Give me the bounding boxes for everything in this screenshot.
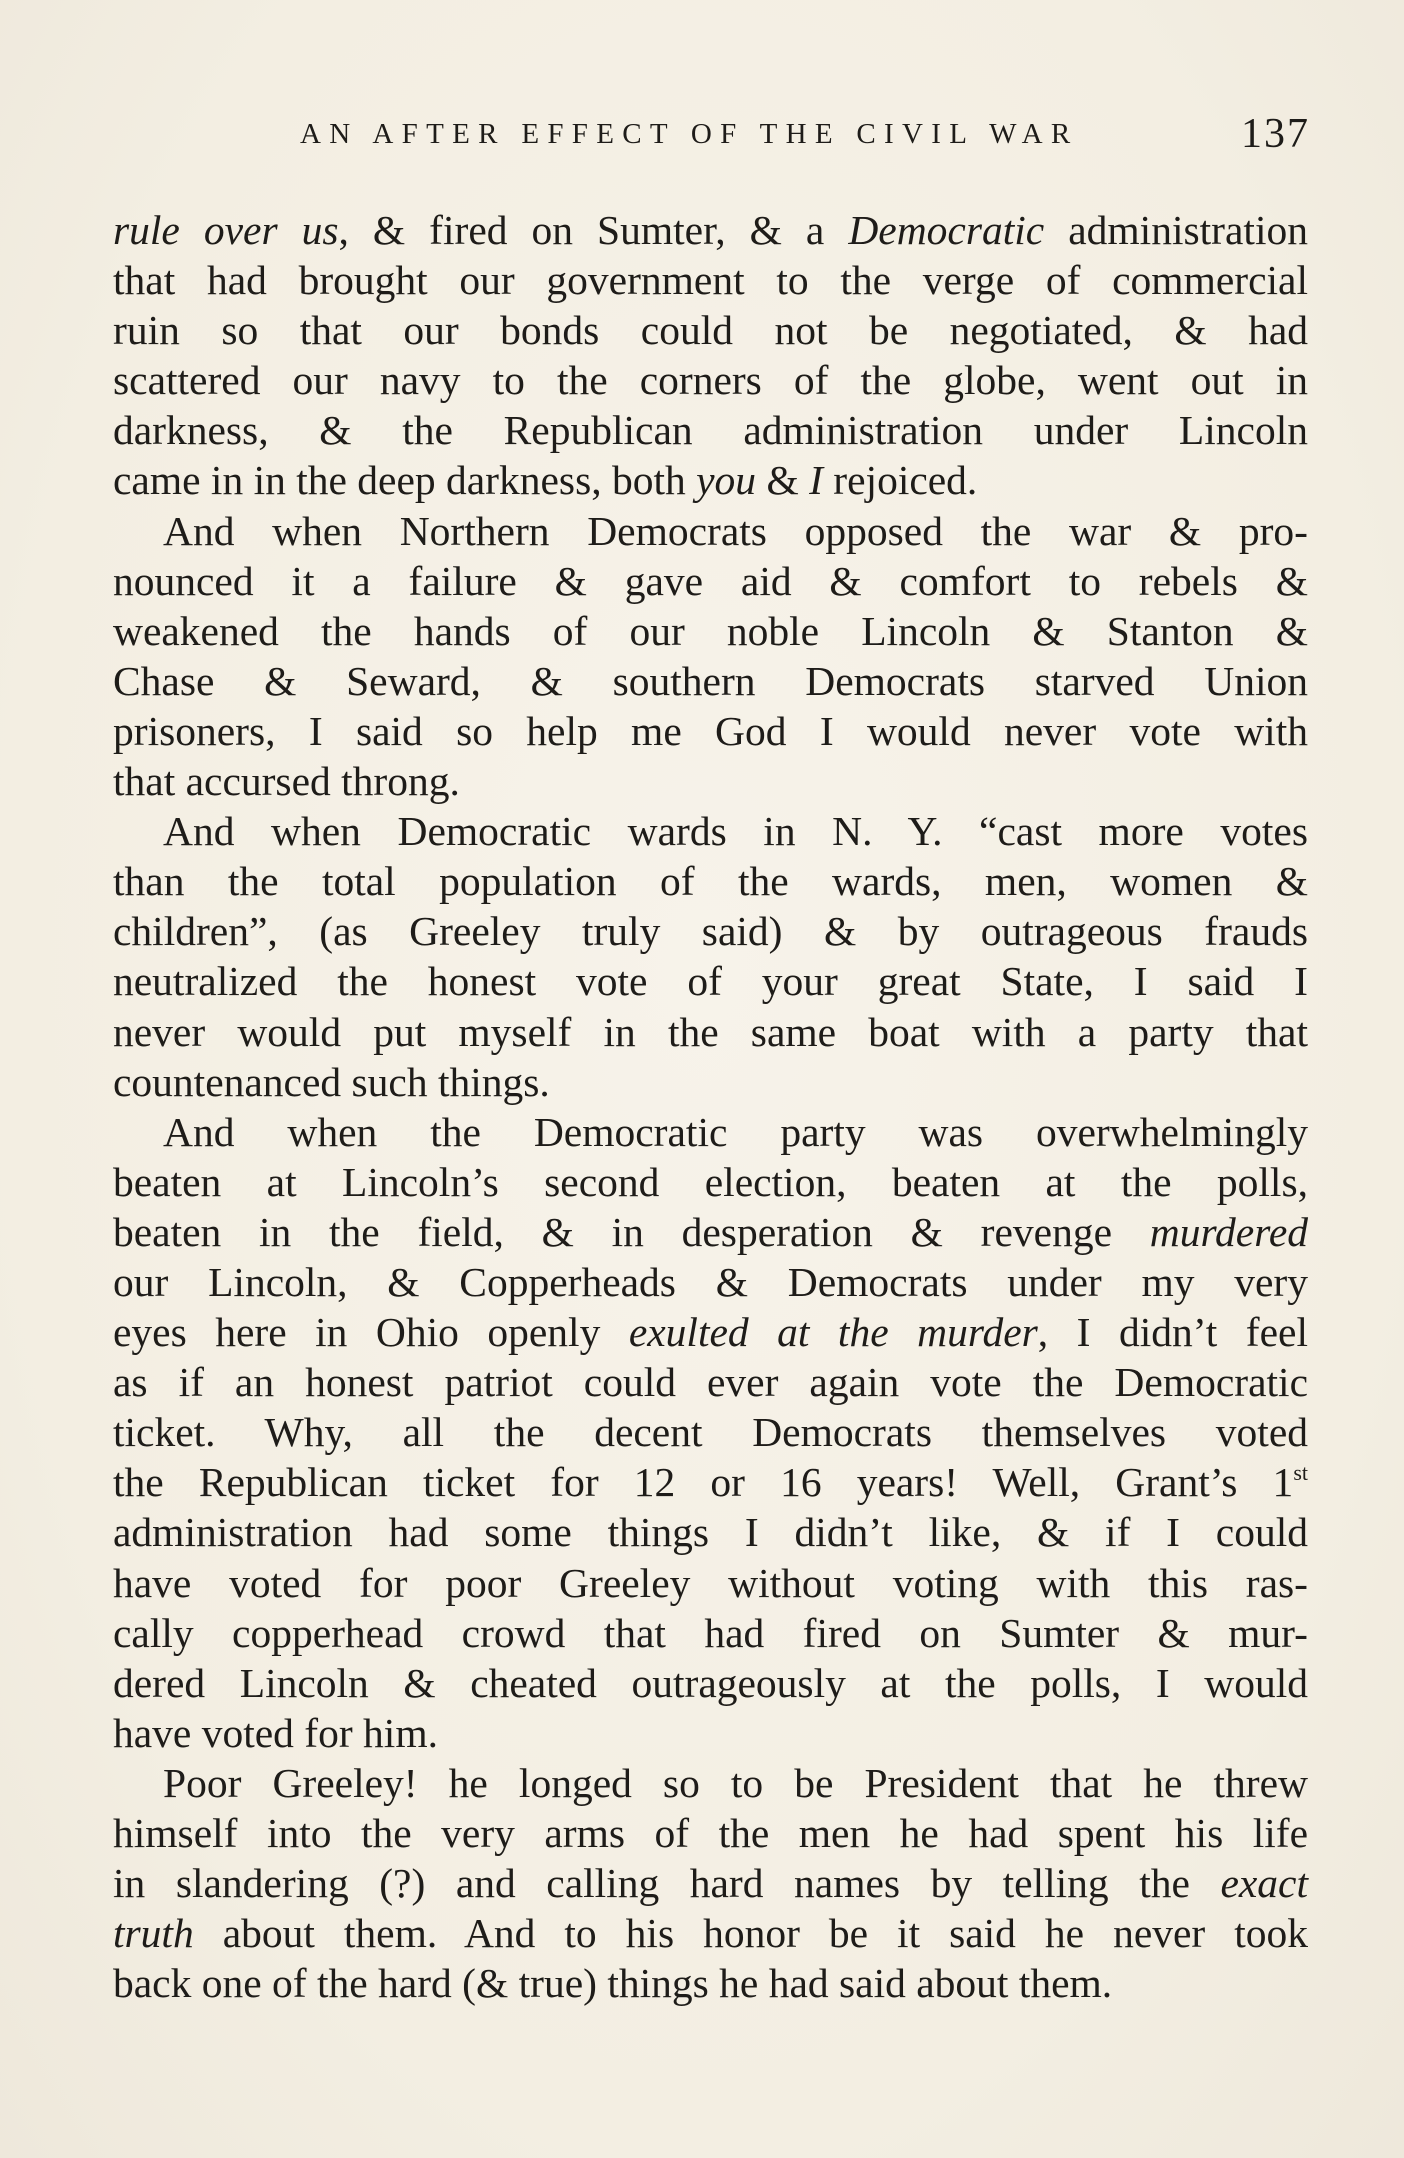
text-line: never would put myself in the same boat with a party that (113, 1008, 1308, 1055)
text-line: And when Democratic wards in N. Y. “cast more votes (163, 808, 1308, 855)
text-line (113, 1207, 1308, 1257)
text-line (113, 455, 1308, 505)
text-line (113, 1307, 1308, 1357)
text-line: nounced it a failure & gave aid & comfort to rebels & (113, 557, 1308, 604)
text-run: rejoiced. (822, 457, 978, 504)
text-line (113, 1858, 1308, 1908)
body-text (113, 205, 1308, 2008)
text-run: came in in the deep darkness, both (113, 457, 697, 504)
text-line: that had brought our government to the verge of commercial (113, 257, 1308, 304)
italic-run: exact (1220, 1860, 1308, 1907)
paragraph (113, 806, 1308, 1107)
text-run: about them. And to his honor be it said he never took (193, 1910, 1308, 1957)
text-line: darkness, & the Republican administration under Lincoln (113, 407, 1308, 454)
paragraph (113, 1107, 1308, 1758)
running-head (300, 110, 1310, 160)
text-line: ticket. Why, all the decent Democrats themselves voted (113, 1409, 1308, 1456)
text-line: as if an honest patriot could ever again vote the Democratic (113, 1359, 1308, 1406)
text-line: back one of the hard (& true) things he had said about them. (113, 1960, 1113, 2007)
italic-run: truth (113, 1910, 194, 1957)
paragraph (113, 205, 1308, 506)
italic-run: Democratic (848, 207, 1045, 253)
text-line: beaten at Lincoln’s second election, beaten at the polls, (113, 1158, 1308, 1205)
superscript: st (1293, 1460, 1308, 1486)
italic-run: you (696, 457, 757, 504)
text-line: weakened the hands of our noble Lincoln & Stanton & (113, 607, 1308, 654)
text-line (113, 205, 1308, 255)
text-line: administration had some things I didn’t like, & if I could (113, 1509, 1308, 1556)
page-number: 137 (1241, 111, 1310, 157)
text-line: than the total population of the wards, men, women & (113, 858, 1308, 905)
text-line: himself into the very arms of the men he had spent his life (113, 1810, 1308, 1856)
text-line: have voted for him. (113, 1709, 438, 1756)
paragraph (113, 506, 1308, 807)
text-line: ruin so that our bonds could not be negotiated, & had (113, 307, 1308, 354)
text-line: Chase & Seward, & southern Democrats starved Union (113, 657, 1308, 704)
text-line: prisoners, I said so help me God I would never vote with (113, 707, 1308, 754)
text-line: And when Northern Democrats opposed the war & pro- (163, 507, 1308, 554)
running-title: AN AFTER EFFECT OF THE CIVIL WAR (300, 118, 1079, 150)
italic-run: murdered (1149, 1208, 1308, 1255)
text-run: in slandering (?) and calling hard names by telling the (113, 1860, 1221, 1907)
text-line: children”, (as Greeley truly said) & by outrageous frauds (113, 908, 1308, 955)
text-line: And when the Democratic party was overwhelmingly (163, 1108, 1308, 1155)
italic-run: I (809, 457, 823, 504)
italic-run: rule over us (113, 207, 339, 253)
text-line (113, 1457, 1308, 1507)
text-line: that accursed throng. (113, 758, 460, 805)
text-line (113, 1908, 1308, 1958)
text-line: scattered our navy to the corners of the globe, went out in (113, 357, 1308, 404)
text-run: & (756, 457, 810, 504)
text-line: have voted for poor Greeley without voting with this ras- (113, 1559, 1308, 1606)
text-run: eyes here in Ohio openly (113, 1309, 629, 1356)
text-line: dered Lincoln & cheated outrageously at the polls, I would (113, 1659, 1308, 1706)
text-line: neutralized the honest vote of your great State, I said I (113, 958, 1308, 1005)
text-run: beaten in the field, & in desperation & revenge (113, 1208, 1150, 1255)
text-line: our Lincoln, & Copperheads & Democrats under my very (113, 1258, 1308, 1305)
text-run: , & fired on Sumter, & a (338, 207, 849, 253)
text-run: administration (1044, 207, 1308, 253)
text-run: the Republican ticket for 12 or 16 years! Well, Grant’s 1 (113, 1459, 1294, 1506)
text-line: countenanced such things. (113, 1058, 550, 1105)
text-line: Poor Greeley! he longed so to be President that he threw (163, 1759, 1308, 1806)
paragraph (113, 1758, 1308, 2008)
text-run: , I didn’t feel (1037, 1309, 1308, 1356)
italic-run: exulted at the murder (628, 1309, 1038, 1356)
text-line: cally copperhead crowd that had fired on Sumter & mur- (113, 1609, 1308, 1656)
